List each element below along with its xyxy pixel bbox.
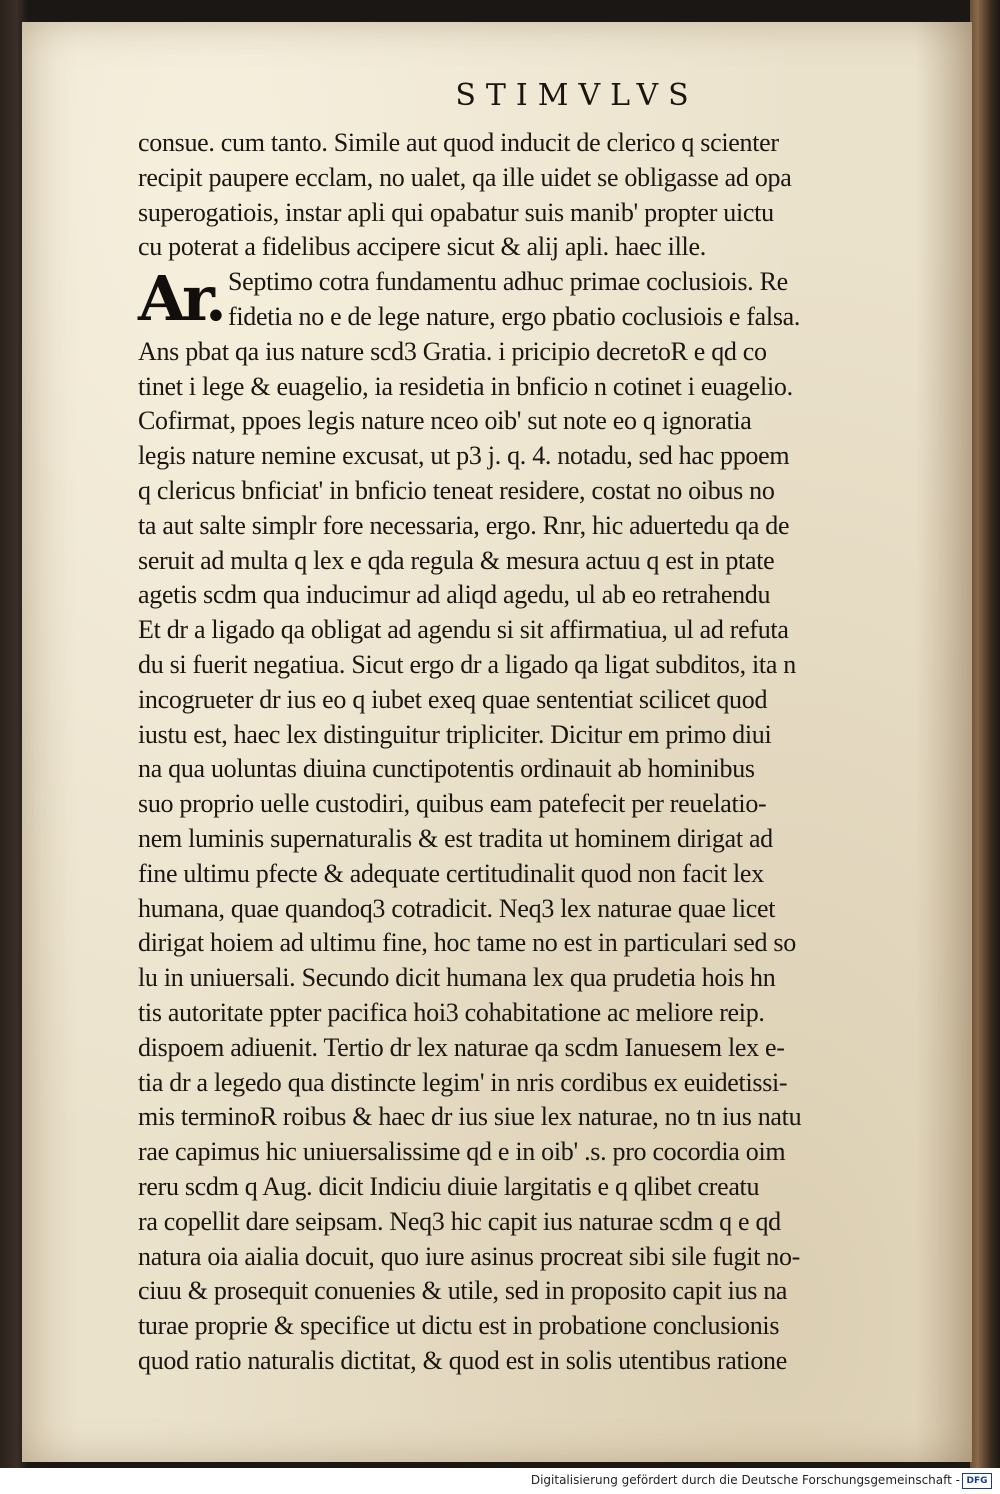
- text-line: natura oia aialia docuit, quo iure asinus procreat sibi sile fugit no-: [138, 1241, 801, 1271]
- text-line: suo proprio uelle custodiri, quibus eam patefecit per reuelatio-: [138, 789, 767, 819]
- text-line: rae capimus hic uniuersalissime qd e in oib' .s. pro cocordia oim: [138, 1137, 786, 1167]
- text-lines: [138, 126, 928, 1379]
- text-line: turae proprie & specifice ut dictu est in probatione conclusionis: [138, 1311, 780, 1341]
- text-line: mis terminoR roibus & haec dr ius siue lex naturae, no tn ius natu: [138, 1102, 802, 1132]
- text-line: fidetia no e de lege nature, ergo pbatio coclusiois e falsa.: [228, 301, 801, 331]
- text-line: dirigat hoiem ad ultimu fine, hoc tame no est in particulari sed so: [138, 928, 796, 958]
- text-line: reru scdm q Aug. dicit Indiciu diuie largitatis e q qlibet creatu: [138, 1171, 760, 1201]
- text-line: tis autoritate ppter pacifica hoi3 cohabitatione ac meliore reip.: [138, 997, 765, 1027]
- dfg-credit-text: Digitalisierung gefördert durch die Deutsche Forschungsgemeinschaft -: [530, 1473, 960, 1487]
- text-line: Et dr a ligado qa obligat ad agendu si sit affirmatiua, ul ad refuta: [138, 615, 789, 645]
- text-line: legis nature nemine excusat, ut p3 j. q. 4. notadu, sed hac ppoem: [138, 441, 790, 471]
- parchment-page: [22, 22, 972, 1462]
- text-line: na qua uoluntas diuina cunctipotentis ordinauit ab hominibus: [138, 754, 755, 784]
- text-line: quod ratio naturalis dictitat, & quod est in solis utentibus ratione: [138, 1345, 787, 1375]
- text-line: agetis scdm qua inducimur ad aliqd agedu, ul ab eo retrahendu: [138, 580, 771, 610]
- text-line: ciuu & prosequit conuenies & utile, sed in proposito capit ius na: [138, 1276, 788, 1306]
- text-line: tia dr a legedo qua distincte legim' in nris cordibus ex euidetissi-: [138, 1067, 788, 1097]
- text-line: dispoem adiuenit. Tertio dr lex naturae qa scdm Ianuesem lex e-: [138, 1032, 785, 1062]
- text-block: [138, 126, 928, 1379]
- text-line: consue. cum tanto. Simile aut quod inducit de clerico q scienter: [138, 128, 779, 157]
- text-line: recipit paupere ecclam, no ualet, qa ille uidet se obligasse ad opa: [138, 162, 792, 192]
- text-line: nem luminis supernaturalis & est tradita ut hominem dirigat ad: [138, 823, 773, 853]
- text-line: Septimo cotra fundamentu adhuc primae coclusiois. Re: [228, 267, 788, 297]
- text-line: cu poterat a fidelibus accipere sicut & alij apli. haec ille.: [138, 232, 706, 262]
- text-line: q clericus bnficiat' in bnficio teneat residere, costat no oibus no: [138, 475, 775, 505]
- dfg-logo-icon: DFG: [962, 1473, 992, 1489]
- text-line: incogrueter dr ius eo q iubet exeq quae sententiat scilicet quod: [138, 684, 768, 714]
- text-line: tinet i lege & euagelio, ia residetia in bnficio n cotinet i euagelio.: [138, 371, 793, 401]
- text-line: ta aut salte simplr fore necessaria, ergo. Rnr, hic aduertedu qa de: [138, 510, 790, 540]
- running-title: STIMVLVS: [455, 78, 699, 113]
- text-line: lu in uniuersali. Secundo dicit humana lex qua prudetia hois hn: [138, 963, 776, 993]
- text-line: iustu est, haec lex distinguitur tripliciter. Dicitur em primo diui: [138, 719, 772, 749]
- text-line: humana, quae quandoq3 cotradicit. Neq3 lex naturae quae licet: [138, 893, 776, 923]
- text-line: fine ultimu pfecte & adequate certitudinalit quod non facit lex: [138, 858, 764, 888]
- book-fore-edge: [970, 0, 1000, 1468]
- digitization-footer: [0, 1468, 1000, 1494]
- text-line: superogatiois, instar apli qui opabatur suis manib' propter uictu: [138, 197, 774, 227]
- drop-cap-initial: Ar.: [138, 262, 223, 335]
- text-line: du si fuerit negatiua. Sicut ergo dr a ligado qa ligat subditos, ita n: [138, 649, 796, 679]
- text-line: ra copellit dare seipsam. Neq3 hic capit ius naturae scdm q e qd: [138, 1206, 781, 1236]
- text-line: Ans pbat qa ius nature scd3 Gratia. i pricipio decretoR e qd co: [138, 336, 767, 366]
- text-line: seruit ad multa q lex e qda regula & mesura actuu q est in ptate: [138, 545, 775, 575]
- text-line: Cofirmat, ppoes legis nature nceo oib' sut note eo q ignoratia: [138, 406, 752, 436]
